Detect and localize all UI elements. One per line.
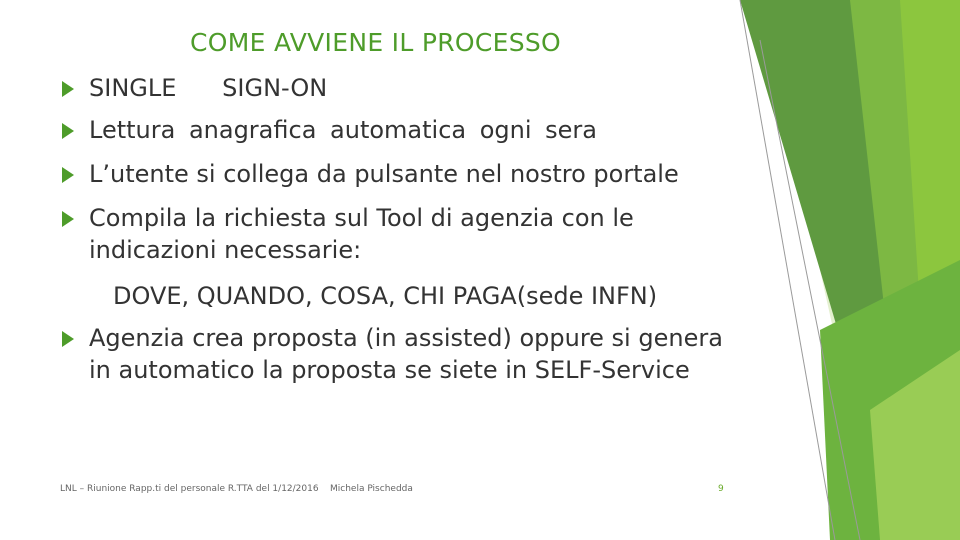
- bullet-item: [62, 158, 742, 190]
- footer-left: LNL – Riunione Rapp.ti del personale R.TTA del 1/12/2016: [60, 484, 319, 494]
- triangle-right-icon: [62, 123, 74, 139]
- bullet-text: L’utente si collega da pulsante nel nostro portale: [89, 160, 679, 188]
- slide-title: COME AVVIENE IL PROCESSO: [190, 28, 562, 57]
- triangle-right-icon: [62, 167, 74, 183]
- triangle-right-icon: [62, 211, 74, 227]
- bullet-item: [62, 202, 742, 266]
- detail-line: DOVE, QUANDO, COSA, CHI PAGA(sede INFN): [113, 282, 658, 310]
- bullet-item: [62, 72, 742, 104]
- triangle-right-icon: [62, 81, 74, 97]
- bullet-text: Agenzia crea proposta (in assisted) oppure si genera in automatico la proposta se siete in SELF-Service: [89, 324, 723, 384]
- bullet-text: Compila la richiesta sul Tool di agenzia con le indicazioni necessarie:: [89, 204, 634, 264]
- triangle-right-icon: [62, 331, 74, 347]
- bullet-text: Lettura anagrafica automatica ogni sera: [89, 116, 598, 144]
- bullet-text: SINGLE SIGN-ON: [89, 74, 328, 102]
- footer-author: Michela Pischedda: [330, 484, 413, 494]
- bullet-item: [62, 114, 742, 146]
- page-number: 9: [718, 484, 724, 494]
- bullet-item: [62, 322, 742, 386]
